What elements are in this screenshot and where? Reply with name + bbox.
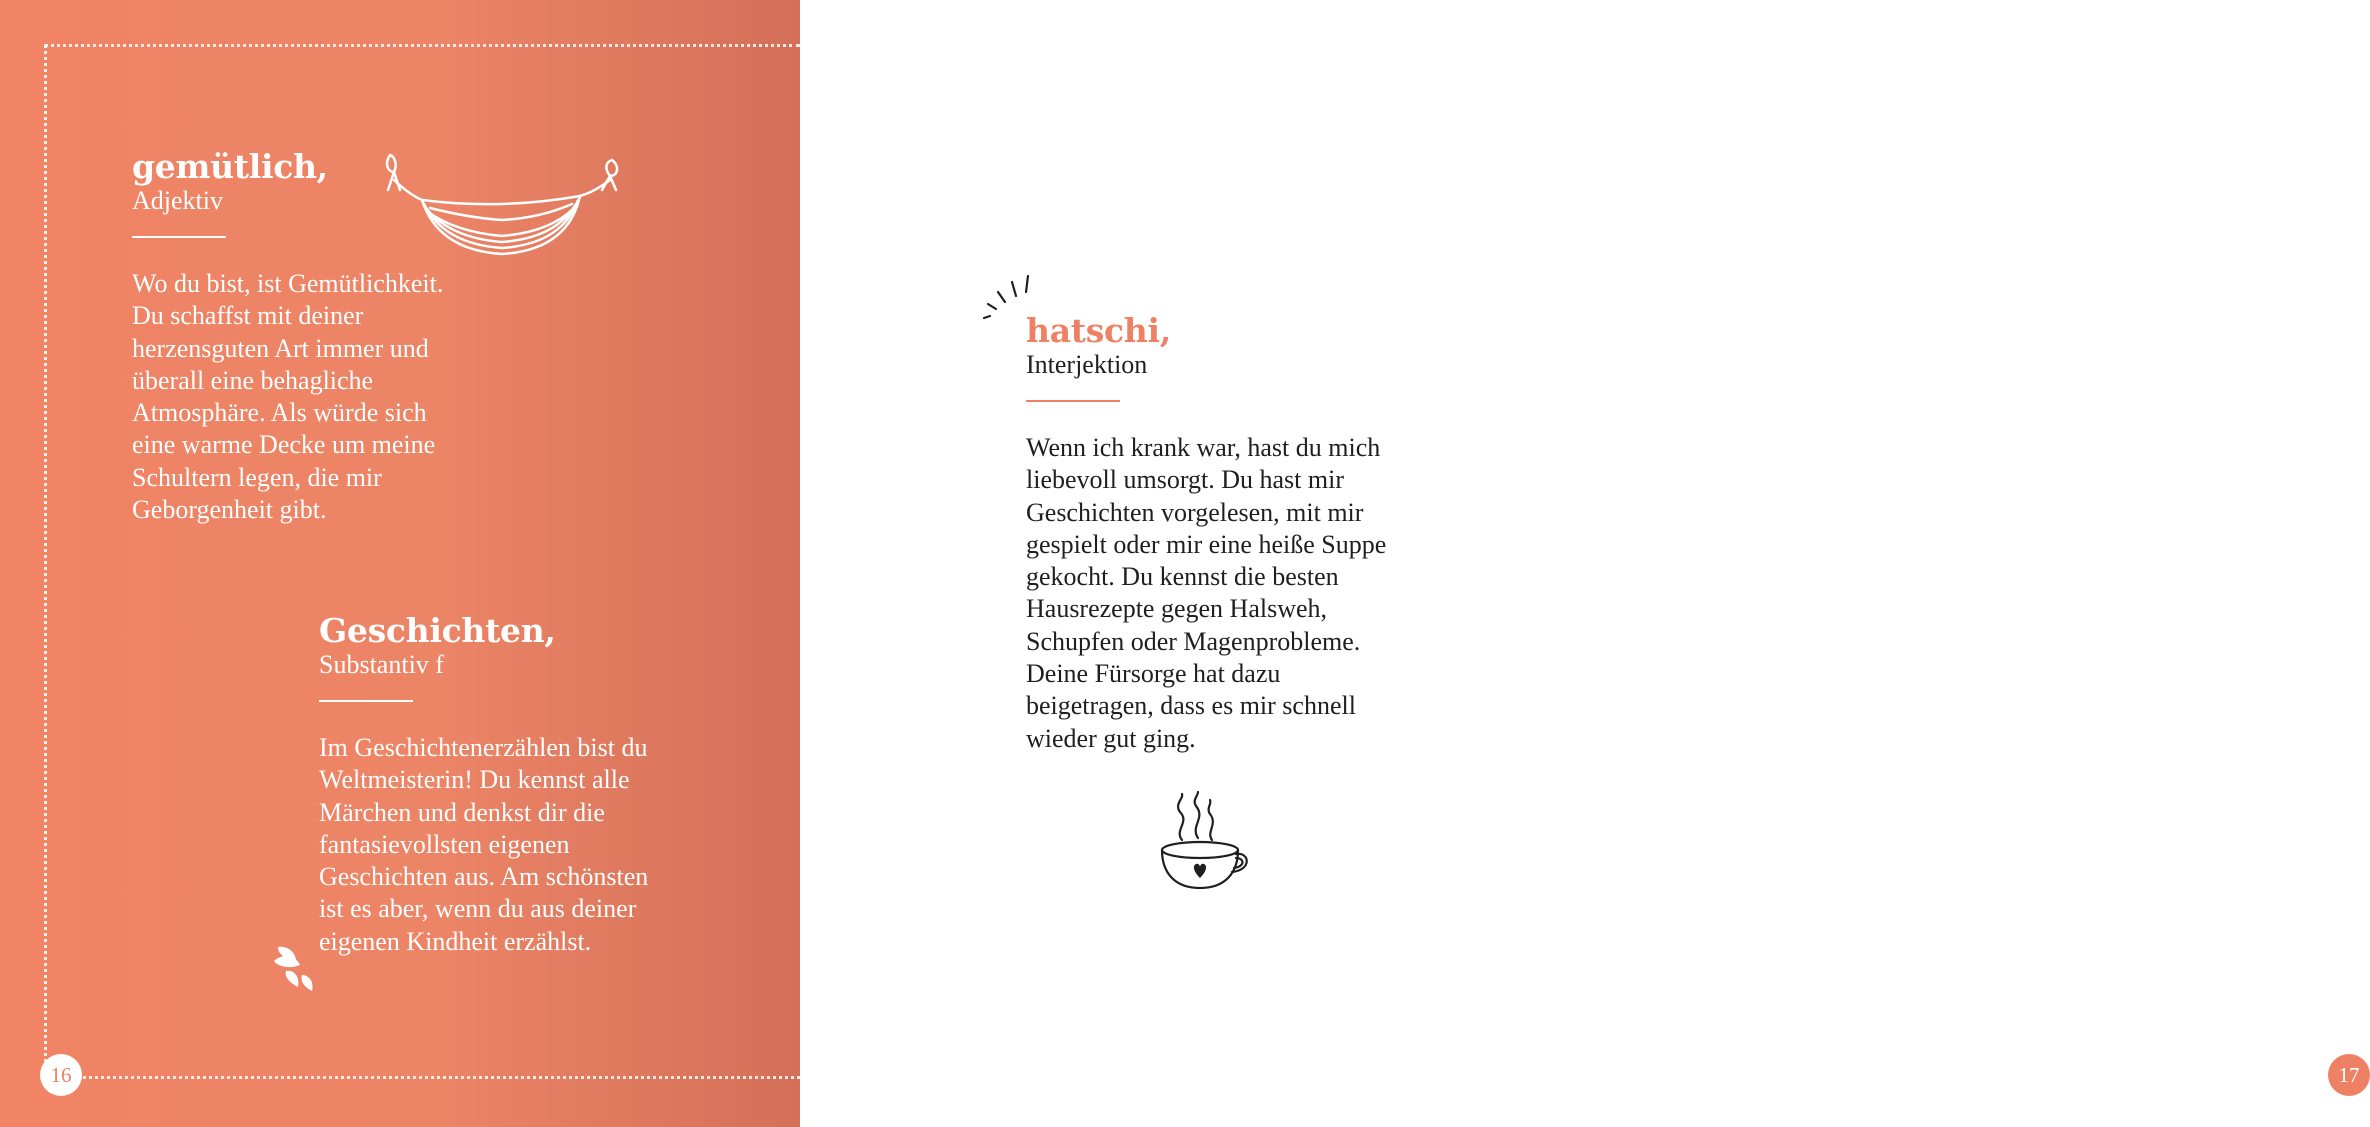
entry-divider — [319, 700, 413, 702]
entry-divider — [132, 236, 226, 238]
steaming-cup-icon — [1160, 792, 1250, 900]
page-number-left: 16 — [40, 1054, 82, 1096]
dotted-frame-left — [44, 44, 47, 1076]
entry-word: hatschi, — [1026, 311, 1171, 350]
left-page — [0, 0, 800, 1127]
entry-word: gemütlich, — [132, 147, 328, 186]
dotted-frame-bottom — [70, 1076, 800, 1079]
entry-part-of-speech: Substantiv f — [319, 650, 444, 679]
entry-definition: Im Geschichtenerzählen bist du Weltmeisterin! Du kennst alle Märchen und denkst dir die fantasievollsten eigenen Geschichten aus. Am schönsten ist es aber, wenn du aus deiner eigenen Kindheit erzählst. — [319, 733, 649, 956]
page-number-right: 17 — [2328, 1054, 2370, 1096]
hammock-icon — [380, 150, 630, 265]
sneeze-burst-icon — [980, 272, 1040, 332]
dotted-frame-top — [44, 44, 800, 47]
entry-part-of-speech: Interjektion — [1026, 350, 1148, 379]
right-page — [800, 0, 2360, 1127]
entry-hatschi — [1026, 312, 1406, 755]
entry-definition: Wo du bist, ist Gemütlichkeit. Du schaffst mit deiner herzensguten Art immer und überall eine behagliche Atmosphäre. Als würde sich eine warme Decke um meine Schultern legen, die mir Geborgenheit gibt. — [132, 269, 444, 525]
entry-word: Geschichten, — [319, 611, 556, 650]
entry-part-of-speech: Adjektiv — [132, 186, 223, 215]
leaf-sprig-icon — [272, 945, 320, 993]
entry-definition: Wenn ich krank war, hast du mich liebevoll umsorgt. Du hast mir Geschichten vorgelesen, mit mir gespielt oder mir eine heiße Suppe gekocht. Du kennst die besten Hausrezepte gegen Halsweh, Schupfen oder Magenprobleme. Deine Fürsorge hat dazu beigetragen, dass es mir schnell wieder gut ging. — [1026, 433, 1387, 753]
entry-divider — [1026, 400, 1120, 402]
entry-geschichten — [319, 612, 664, 958]
